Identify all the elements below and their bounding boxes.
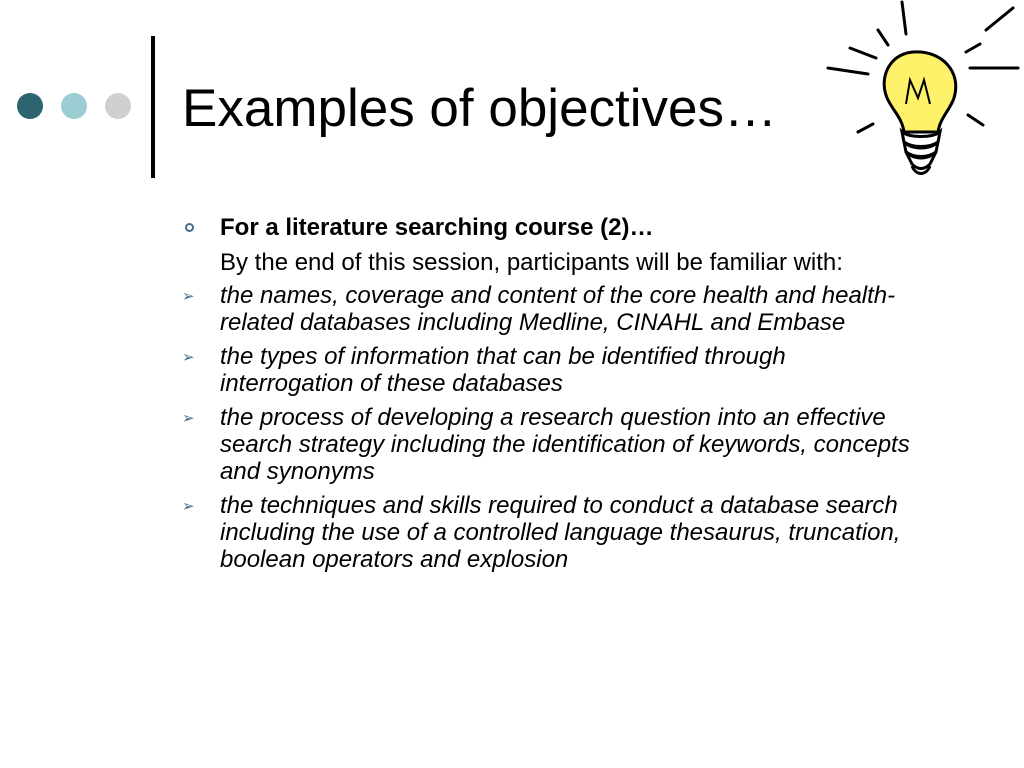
lead-text: For a literature searching course (2)… (220, 214, 654, 241)
lightbulb-icon (818, 0, 1024, 185)
list-item (182, 343, 912, 397)
arrow-bullet-icon: ➢ (182, 410, 195, 427)
dot-mid (61, 93, 87, 119)
arrow-bullet-icon: ➢ (182, 349, 195, 366)
arrow-bullet-icon: ➢ (182, 288, 195, 305)
list-item-text: the techniques and skills required to conduct a database search including the use of a controlled language thesaurus, truncation, boolean operators and explosion (220, 492, 901, 573)
dot-dark (17, 93, 43, 119)
list-item (182, 492, 912, 573)
lead-bullet (182, 214, 912, 241)
title-divider (151, 36, 155, 178)
intro-text: By the end of this session, participants will be familiar with: (220, 249, 843, 276)
list-item (182, 404, 912, 485)
list-item-text: the process of developing a research question into an effective search strategy including the identification of keywords, concepts and synonyms (220, 404, 910, 485)
arrow-bullet-icon: ➢ (182, 498, 195, 515)
slide-body (182, 214, 912, 580)
decorative-dots (17, 93, 132, 123)
circle-bullet-icon (185, 223, 194, 232)
list-item-text: the types of information that can be identified through interrogation of these databases (220, 343, 786, 397)
list-item (182, 282, 912, 336)
list-item-text: the names, coverage and content of the core health and health-related databases including Medline, CINAHL and Embase (220, 282, 896, 336)
slide-title: Examples of objectives… (182, 79, 778, 138)
dot-light (105, 93, 131, 119)
